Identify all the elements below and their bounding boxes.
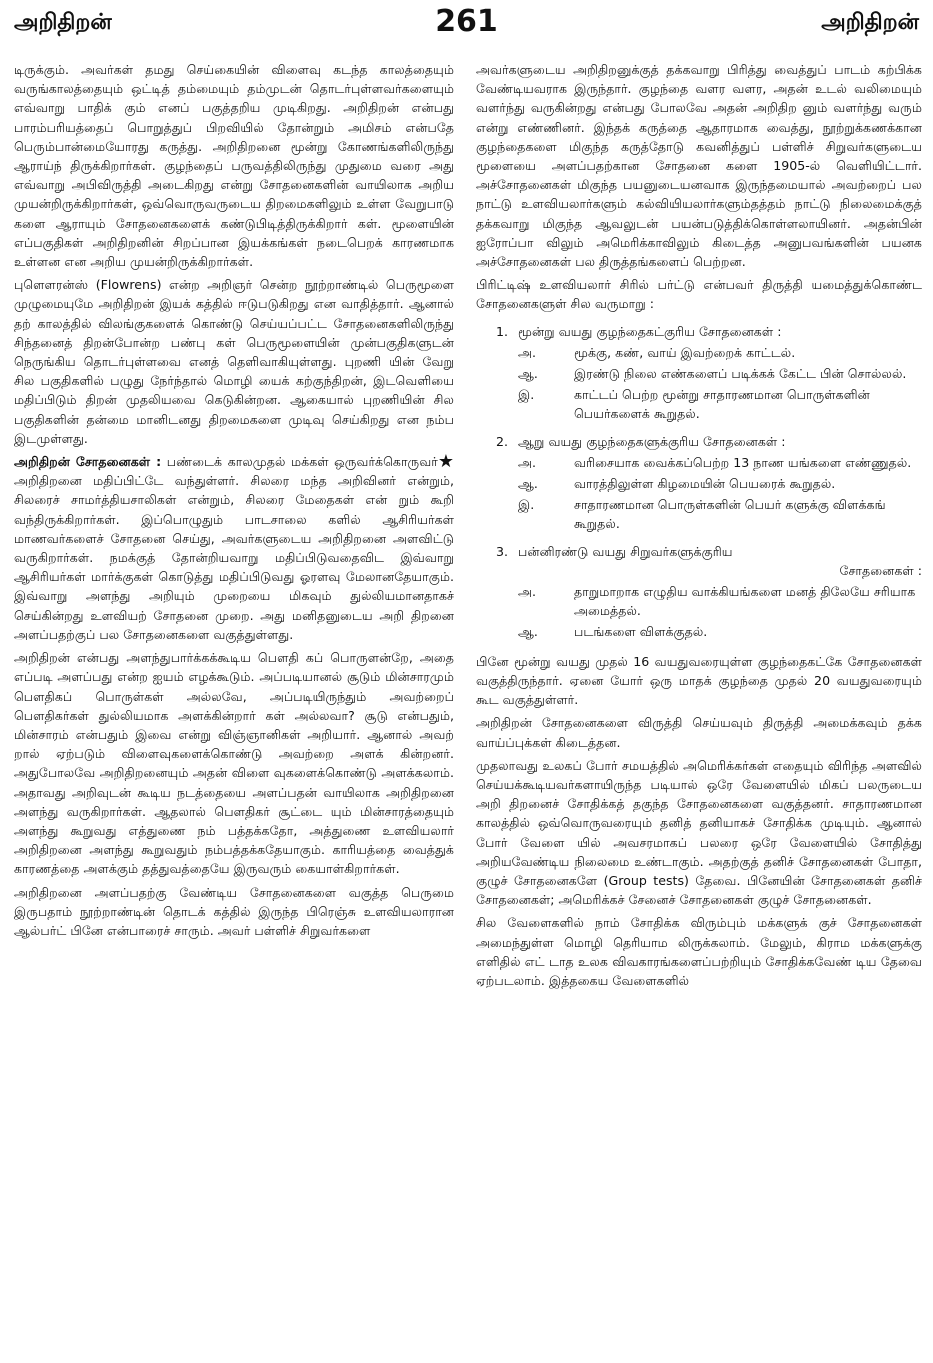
paragraph: புளௌரன்ஸ் (Flowrens) என்ற அறிஞர் சென்ற நூற்றாண்டில் பெருமூளை முழுமையுமே அறிதிறன் இயக் கத்தில் ஈடுபடுகிறது என வாதித்தார். ஆனால் தற் காலத்தில் விலங்குகளைக் கொண்டு செய்யப்பட்ட சோதனைகளிலிருந்து சிந்தனைத் திறன்போன்ற பண்பு கள் பெருமூளையின் முன்பகுதிகளுடன் நெருங்கிய தொடர்புள்ளவை எனத் தெளிவாகியுள்ளது. புறணி யின் வேறு சில பகுதிகளில் பழுது நேர்ந்தால் மொழி யைக் கற்குந்திறன், இடவெளியை மதிப்பிடும் திறன் முதலியவை கெடுகின்றன. ஆகையால் புறணியின் சில பகுதிகளின் தன்மை மானிடனது திறமைகளை முடிவு செய்கிறது என நம்ப இடமுள்ளது. [14,277,454,446]
item-marker: ஆ. [518,366,538,382]
test-list-age-6 [476,432,922,534]
list-title-continuation: சோதனைகள் : [839,562,922,578]
paragraph: பிரிட்டிஷ் உளவியலார் சிரில் பர்ட்டு என்பவர் திருத்தி யமைத்துக்கொண்ட சோதனைகளுள் சில வருமாறு : [476,277,922,312]
paragraph: சில வேளைகளில் நாம் சோதிக்க விரும்பும் மக்களுக் குச் சோதனைகள் அமைந்துள்ள மொழி தெரியாம லிருக்கலாம். மேலும், கிராம மக்களுக்கு எளிதில் எட் டாத உலக விவகாரங்களைப்பற்றியும் சோதிக்கவேண் டிய தேவை ஏற்படலாம். இத்தகைய வேளைகளில் [476,915,922,988]
star-icon: ★ [437,451,454,473]
item-text: தாறுமாறாக எழுதிய வாக்கியங்களை மனத் திலேயே சரியாக அமைத்தல். [574,584,916,619]
test-list-age-3 [476,322,922,424]
paragraph: பினே மூன்று வயது முதல் 16 வயதுவரையுள்ள குழந்தைகட்கே சோதனைகள் வகுத்திருந்தார். ஏனை யோர் ஒரு மாதக் குழந்தை முதல் 20 வயதுவரையும் கூட வகுத்துள்ளர். [476,653,922,708]
page-header [14,4,919,48]
item-text: வாரத்திலுள்ள கிழமையின் பெயரைக் கூறுதல். [574,476,836,492]
list-title: மூன்று வயது குழந்தைகட்குரிய சோதனைகள் : [518,323,782,339]
paragraph-text: பண்டைக் காலமுதல் மக்கள் ஒருவர்க்கொருவர் அறிதிறனை மதிப்பிட்டே வந்துள்ளர். சிலரை மந்த அறிவினர் என்றும், சிலரைச் சாமர்த்தியசாலிகள் என்றும், சிலரை மேதைகள் என் றும் கூறி வந்திருக்கிறார்கள். இப்பொழுதும் பாடசாலை களில் ஆசிரியர்கள் மாணவர்களைச் சோதனை செய்து, அவர்களுடைய அறிதிறனை அளவிட்டு வருகிறார்கள். நமக்குத் தோன்றியவாறு மதிப்பிடுவதைவிட இவ்வாறு ஆசிரியர்கள் மார்க்குகள் கொடுத்து மதிப்பிடுவது ஓரளவு மேலானதேயாகும். இவ்வாறு அளந்து அறியும் முறையை மிகவும் துல்லியமானதாகச் செய்கின்றது உளவியற் சோதனை முறை. அது மனிதனுடைய அறி திறனை அளப்பதற்குப் பல சோதனைகளை வகுத்துள்ளது. [14,454,454,642]
item-text: காட்டப் பெற்ற மூன்று சாதாரணமான பொருள்களின் பெயர்களைக் கூறுதல். [574,387,870,422]
item-marker: அ. [518,454,536,470]
item-text: சாதாரணமான பொருள்களின் பெயர் களுக்கு விளக்கங் கூறுதல். [574,497,886,532]
list-number: 3. [496,543,509,559]
list-item [476,453,922,472]
item-marker: ஆ. [518,476,538,492]
item-marker: ஆ. [518,624,538,640]
list-item [476,582,922,620]
left-column [14,60,454,1360]
right-column [476,60,922,1360]
paragraph: அறிதிறனை அளப்பதற்கு வேண்டிய சோதனைகளை வகுத்த பெருமை இருபதாம் நூற்றாண்டின் தொடக் கத்தில் இருந்த பிரெஞ்சு உளவியலாரான ஆல்பர்ட் பினே என்பாரைச் சாரும். அவர் பள்ளிச் சிறுவர்களை [14,884,454,938]
list-number: 2. [496,433,509,449]
list-heading [476,542,922,561]
list-heading [476,432,922,451]
list-item [476,364,922,383]
paragraph: அறிதிறன் என்பது அளந்துபார்க்கக்கூடிய பௌதி கப் பொருளன்றே, அதை எப்படி அளப்பது என்ற ஐயம் எழக்கூடும். அப்படியானல் சூடும் மின்சாரமும் பௌதிகப் பொருள்கள் அல்லவே, அப்படியிருந்தும் அவற்றைப் பௌதிகர்கள் துல்லியமாக அளக்கின்றார் கள் அல்லவா? சூடு என்பதும், மின்சாரம் என்பதும் இவை என்று விஞ்ஞானிகள் அறியார். ஆனால் அவற் றால் ஏற்படும் விளைவுகளைக்கொண்டு அவற்றை அளக் கின்றனர். அதுபோலவே அறிதிறனையும் அதன் விளை வுகளைக்கொண்டு அளக்கலாம். அதாவது அறிவுடன் கூடிய நடத்தையை அளப்பதன் வாயிலாக அறிதிறனை அளந்து வருகிறார்கள். ஆதலால் பௌதிகர் சூட்டை யும் மின்சாரத்தையும் அளந்து கூறுவது எத்துணை நம் பத்தக்கதோ, அத்துணை உளவியலார் அறிதிறனை அளந்து கூறுவதும் நம்பத்தக்கதேயாகும். காரியத்தை வைத்துக் காரணத்தை அளக்கும் தத்துவத்தையே இருவரும் கையாள்கிறார்கள். [14,650,454,877]
item-marker: அ. [518,584,536,600]
list-title: ஆறு வயது குழந்தைகளுக்குரிய சோதனைகள் : [518,433,786,449]
section-heading: அறிதிறன் சோதனைகள் : [14,454,162,470]
list-item [476,385,922,423]
list-item [476,495,922,533]
list-title: பன்னிரண்டு வயது சிறுவர்களுக்குரிய [518,543,733,559]
list-item [476,474,922,493]
item-text: படங்களை விளக்குதல். [574,624,708,640]
list-item [476,622,922,641]
item-text: மூக்கு, கண், வாய் இவற்றைக் காட்டல். [574,344,796,360]
item-text: இரண்டு நிலை எண்களைப் படிக்கக் கேட்ட பின் சொல்லல். [574,366,907,382]
item-text: வரிசையாக வைக்கப்பெற்ற 13 நாண யங்களை எண்ணுதல். [574,454,912,470]
running-title-left: அறிதிறன் [14,10,112,35]
paragraph: முதலாவது உலகப் போர் சமயத்தில் அமெரிக்கர்கள் எதையும் விரிந்த அளவில் செய்யக்கூடியவர்களாயிருந்த படியால் ஒரே வேளையில் மிகப் பலருடைய அறி திறனைச் சோதிக்கத் தகுந்த சோதனைகளை வகுத்தனர். சாதாரணமான காலத்தில் ஒவ்வொருவரையும் தனித் தனியாகச் சோதிக்க முடியும். ஆனால் போர் வேளை யில் அவசரமாகப் பலரை ஒரே வேளையில் சோதித்து அறியவேண்டிய நிலைமை உண்டாகும். அதற்குத் தனிச் சோதனைகள் போதா, குழுச் சோதனைகளே (Group tests) தேவை. பினேயின் சோதனைகள் தனிச் சோதனைகள்; அமெரிக்கச் சேனைச் சோதனைகள் குழுச் சோதனைகள். [476,757,922,908]
item-marker: அ. [518,344,536,360]
paragraph: அறிதிறன் சோதனைகளை விருத்தி செய்யவும் திருத்தி அமைக்கவும் தக்க வாய்ப்புக்கள் கிடைத்தன. [476,715,922,750]
list-item [476,343,922,362]
paragraph: டிருக்கும். அவர்கள் தமது செய்கையின் விளைவு கடந்த காலத்தையும் வருங்காலத்தையும் ஒட்டித் தம்மையும் தம்முடன் தொடர்புள்ளவர்களையும் எவ்வாறு பாதிக் கும் எனப் பகுத்தறிய முடிகிறது. அறிதிறன் என்பது பாரம்பரியத்தைப் பொறுத்துப் பிறவியில் தோன்றும் அமிசம் என்பதே பெரும்பான்மையோரது கருத்து. அறிதிறனை மூன்று கோணங்களிலிருந்து ஆராய்ந் திருக்கிறார்கள். குழந்தைப் பருவத்திலிருந்து முதுமை வரை அது எவ்வாறு அபிவிருத்தி அடைகிறது என்று சோதனைகளின் வாயிலாக அறிய முயன்றிருக்கிறார்கள், ஒவ்வொருவருடைய திறமைகளிலும் உள்ள வேறுபாடு களை ஆராயும் சோதனைகளைக் கண்டுபிடித்திருக்கிறார் கள். மூளையின் எப்பகுதிகள் அறிதிறனின் சிறப்பான இயக்கங்கள் நடைபெறக் காரணமாக உள்ளன என அறிய முயன்றிருக்கிறார்கள். [14,62,454,270]
list-number: 1. [496,323,509,339]
test-list-age-12 [476,542,922,642]
section-paragraph [14,452,454,644]
item-marker: இ. [518,387,535,403]
paragraph: அவர்களுடைய அறிதிறனுக்குத் தக்கவாறு பிரித்து வைத்துப் பாடம் கற்பிக்க வேண்டியவராக இருந்தார். குழந்தை வளர வளர, அதன் உடல் வலிமையும் வளர்ந்து வருகின்றது என்பது போலவே அதன் அறிதிற னும் வளர்ந்து வரும் என்று எண்ணினர். இந்தக் கருத்தை ஆதாரமாக வைத்து, நூற்றுக்கணக்கான குழந்தைகளை மிகுந்த கருத்தோடு கவனித்துப் பள்ளிச் சிறுவர்களுடைய மூளையை அளப்பதற்கான சோதனை களை 1905-ல் வெளியிட்டார். அச்சோதனைகள் மிகுந்த பயனுடையனவாக இருந்தமையால் அவற்றைப் பல நாட்டு உளவியலார்களும் கல்வியியலார்களும்தத்தம் நாட்டு நிலைமைக்குத் தக்கவாறு மிகுந்த ஆவலுடன் பயன்படுத்திக்கொள்ளலாயினர். அதன்பின் ஐரோப்பா விலும் அமெரிக்காவிலும் கிடைத்த அனுபவங்களின் பயனக அச்சோதனைகள் பல திருத்தங்களைப் பெற்றன. [476,62,922,270]
page-number: 261 [435,4,498,39]
item-marker: இ. [518,497,535,513]
list-heading [476,322,922,341]
running-title-right: அறிதிறன் [821,10,919,35]
